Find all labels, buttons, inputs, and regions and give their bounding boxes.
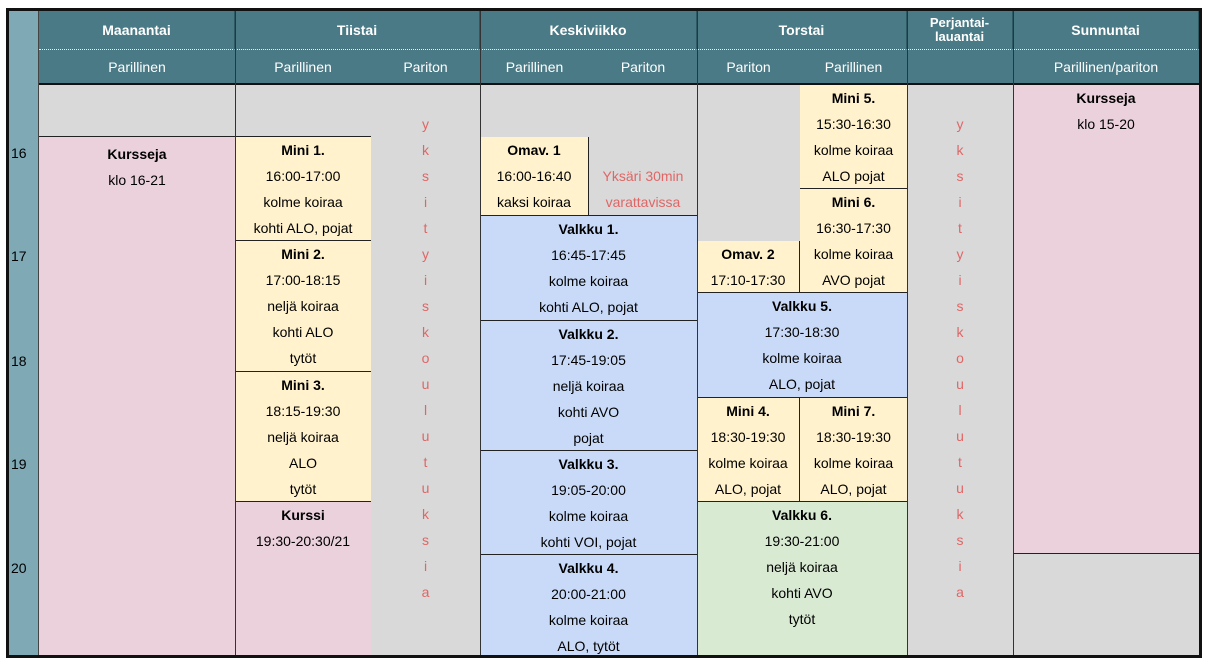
subheader-parity: Parillinen — [800, 50, 907, 85]
empty-slot — [1013, 554, 1199, 657]
vertical-letter: o — [956, 350, 964, 366]
column-divider — [235, 11, 236, 655]
vertical-letter: i — [423, 272, 428, 288]
hour-label: 20 — [11, 560, 27, 576]
block-line: neljä koiraa — [766, 559, 838, 575]
block-title: Valkku 2. — [558, 326, 619, 342]
schedule-table — [6, 8, 1202, 658]
block-line: kolme koiraa — [548, 273, 629, 289]
course-block-monday — [39, 137, 235, 657]
block-title: Mini 1. — [281, 142, 325, 158]
mini-4-block — [697, 398, 800, 502]
block-line: kohti VOI, pojat — [540, 534, 637, 550]
block-time: 17:00-18:15 — [265, 272, 341, 288]
block-title: Mini 3. — [281, 377, 325, 393]
subheader-parity: Parillinen — [39, 50, 235, 85]
vertical-letter: t — [958, 220, 962, 236]
block-time: 17:10-17:30 — [710, 272, 786, 288]
hour-label: 17 — [11, 248, 27, 264]
block-line: kolme koiraa — [708, 455, 788, 471]
private-lesson-note — [589, 137, 697, 216]
empty-slot — [480, 85, 697, 137]
block-time: 17:45-19:05 — [551, 352, 626, 368]
empty-slot — [39, 85, 235, 137]
course-block-sunday — [1013, 85, 1199, 554]
day-header-monday: Maanantai — [39, 11, 235, 50]
block-line: kohti ALO — [272, 324, 334, 340]
block-line: tytöt — [289, 481, 317, 497]
vertical-letter: t — [423, 220, 428, 236]
block-line: kolme koiraa — [813, 142, 894, 158]
block-title: Valkku 1. — [558, 221, 619, 237]
vertical-letter: u — [421, 376, 430, 392]
block-time: 16:30-17:30 — [816, 220, 891, 236]
vertical-letter: u — [421, 480, 430, 496]
block-title: Kursseja — [107, 146, 167, 162]
block-line: kohti ALO, pojat — [253, 220, 353, 236]
block-title: Mini 4. — [726, 403, 770, 419]
vertical-letter: s — [956, 532, 964, 548]
vertical-letter: a — [421, 584, 430, 600]
block-time: 19:30-21:00 — [764, 533, 840, 549]
block-line: ALO — [288, 455, 317, 471]
mini-3-block — [235, 372, 371, 502]
block-title: Kursseja — [1076, 90, 1136, 106]
vertical-letter: t — [958, 454, 962, 470]
vertical-letter: y — [956, 116, 964, 132]
vertical-letter: i — [958, 272, 962, 288]
block-time: 20:00-21:00 — [551, 586, 626, 602]
block-title: Valkku 4. — [558, 560, 619, 576]
block-time: klo 16-21 — [108, 172, 166, 188]
block-line: ALO, pojat — [820, 481, 887, 497]
vertical-letter: i — [958, 558, 962, 574]
mini-1-block — [235, 137, 371, 241]
block-line: tytöt — [788, 611, 816, 627]
column-divider — [907, 11, 908, 655]
block-time: 16:00-17:00 — [265, 168, 341, 184]
individual-lessons-vertical-text — [907, 111, 1013, 605]
block-line: pojat — [573, 430, 604, 446]
block-time: 18:30-19:30 — [816, 429, 891, 445]
empty-slot — [697, 85, 800, 241]
block-line: ALO, tytöt — [557, 638, 620, 654]
block-title: Valkku 3. — [558, 456, 619, 472]
block-line: kohti AVO — [771, 585, 833, 601]
valkku-3-block — [480, 451, 697, 555]
vertical-letter: k — [422, 142, 429, 158]
block-line: ALO pojat — [822, 168, 885, 184]
block-title: Valkku 6. — [772, 507, 832, 523]
block-title: Omav. 2 — [721, 246, 775, 262]
column-divider — [1013, 11, 1014, 655]
individual-lessons-vertical-text — [371, 111, 480, 605]
block-time: 19:30-20:30/21 — [255, 533, 351, 549]
day-header-friday-saturday: Perjantai- lauantai — [907, 11, 1013, 50]
vertical-letter: i — [423, 558, 428, 574]
subheader-parity — [907, 50, 1013, 85]
column-divider — [480, 11, 481, 655]
block-line: kolme koiraa — [813, 455, 894, 471]
omav-2-block — [697, 241, 800, 293]
valkku-4-block — [480, 555, 697, 657]
subheader-parity: Pariton — [371, 50, 480, 85]
block-line: AVO pojat — [822, 272, 885, 288]
day-header-wednesday: Keskiviikko — [480, 11, 697, 50]
block-time: 16:00-16:40 — [496, 168, 572, 184]
block-title: Mini 2. — [281, 246, 325, 262]
vertical-letter: u — [956, 428, 964, 444]
vertical-letter: k — [956, 324, 964, 340]
vertical-letter: k — [422, 324, 429, 340]
vertical-letter: s — [422, 168, 429, 184]
block-title: Valkku 5. — [772, 298, 832, 314]
mini-6-block — [800, 189, 907, 293]
vertical-letter: i — [423, 194, 428, 210]
valkku-5-block — [697, 293, 907, 398]
vertical-letter: i — [958, 194, 962, 210]
block-time: klo 15-20 — [1077, 116, 1135, 132]
valkku-2-block — [480, 321, 697, 451]
vertical-letter: u — [421, 428, 430, 444]
mini-7-block — [800, 398, 907, 502]
vertical-letter: k — [422, 506, 429, 522]
block-line: kolme koiraa — [813, 246, 894, 262]
block-title: Kurssi — [281, 507, 325, 523]
subheader-parity: Parillinen/pariton — [1013, 50, 1199, 85]
block-title: Mini 6. — [831, 194, 876, 210]
vertical-letter: y — [956, 246, 964, 262]
mini-2-block — [235, 241, 371, 372]
subheader-parity: Pariton — [589, 50, 697, 85]
block-time: 18:30-19:30 — [710, 429, 786, 445]
vertical-letter: y — [422, 116, 429, 132]
hour-label: 18 — [11, 353, 27, 369]
block-line: kolme koiraa — [263, 194, 343, 210]
vertical-letter: t — [423, 454, 428, 470]
valkku-6-block — [697, 502, 907, 657]
vertical-letter: s — [956, 168, 964, 184]
vertical-letter: a — [956, 584, 964, 600]
block-line: kolme koiraa — [548, 508, 629, 524]
block-line: Yksäri 30min — [602, 168, 684, 184]
block-line: neljä koiraa — [552, 378, 625, 394]
vertical-letter: o — [421, 350, 430, 366]
vertical-letter: k — [956, 142, 964, 158]
block-line: varattavissa — [605, 194, 681, 210]
vertical-letter: l — [423, 402, 428, 418]
vertical-letter: l — [958, 402, 962, 418]
hour-label: 16 — [11, 145, 27, 161]
column-divider — [697, 11, 698, 655]
block-time: 18:15-19:30 — [265, 403, 341, 419]
hour-column — [9, 11, 39, 655]
vertical-letter: s — [956, 298, 964, 314]
block-title: Omav. 1 — [507, 142, 561, 158]
block-line: kohti AVO — [557, 404, 620, 420]
block-line: kolme koiraa — [548, 612, 629, 628]
subheader-parity: Parillinen — [235, 50, 371, 85]
empty-slot — [235, 85, 371, 137]
day-header-thursday: Torstai — [697, 11, 907, 50]
block-line: tytöt — [289, 350, 317, 366]
block-time: 19:05-20:00 — [551, 482, 626, 498]
subheader-parity: Pariton — [697, 50, 800, 85]
day-header-tuesday: Tiistai — [235, 11, 480, 50]
subheader-parity: Parillinen — [480, 50, 589, 85]
block-title: Mini 7. — [831, 403, 876, 419]
mini-5-block — [800, 85, 907, 189]
block-line: neljä koiraa — [267, 298, 339, 314]
block-line: ALO, pojat — [768, 376, 836, 392]
block-line: neljä koiraa — [267, 429, 339, 445]
vertical-letter: y — [422, 246, 429, 262]
block-title: Mini 5. — [831, 90, 876, 106]
block-line: kohti ALO, pojat — [539, 299, 638, 315]
omav-1-block — [480, 137, 589, 216]
vertical-letter: u — [956, 376, 964, 392]
course-block-tuesday — [235, 502, 371, 657]
valkku-1-block — [480, 216, 697, 321]
block-time: 15:30-16:30 — [816, 116, 891, 132]
block-time: 17:30-18:30 — [764, 324, 840, 340]
block-line: ALO, pojat — [714, 481, 782, 497]
block-line: kolme koiraa — [762, 350, 842, 366]
hour-label: 19 — [11, 456, 27, 472]
vertical-letter: s — [422, 532, 429, 548]
block-time: 16:45-17:45 — [551, 247, 626, 263]
day-header-sunday: Sunnuntai — [1013, 11, 1199, 50]
vertical-letter: s — [422, 298, 429, 314]
vertical-letter: k — [956, 506, 964, 522]
block-line: kaksi koiraa — [497, 194, 571, 210]
vertical-letter: u — [956, 480, 964, 496]
